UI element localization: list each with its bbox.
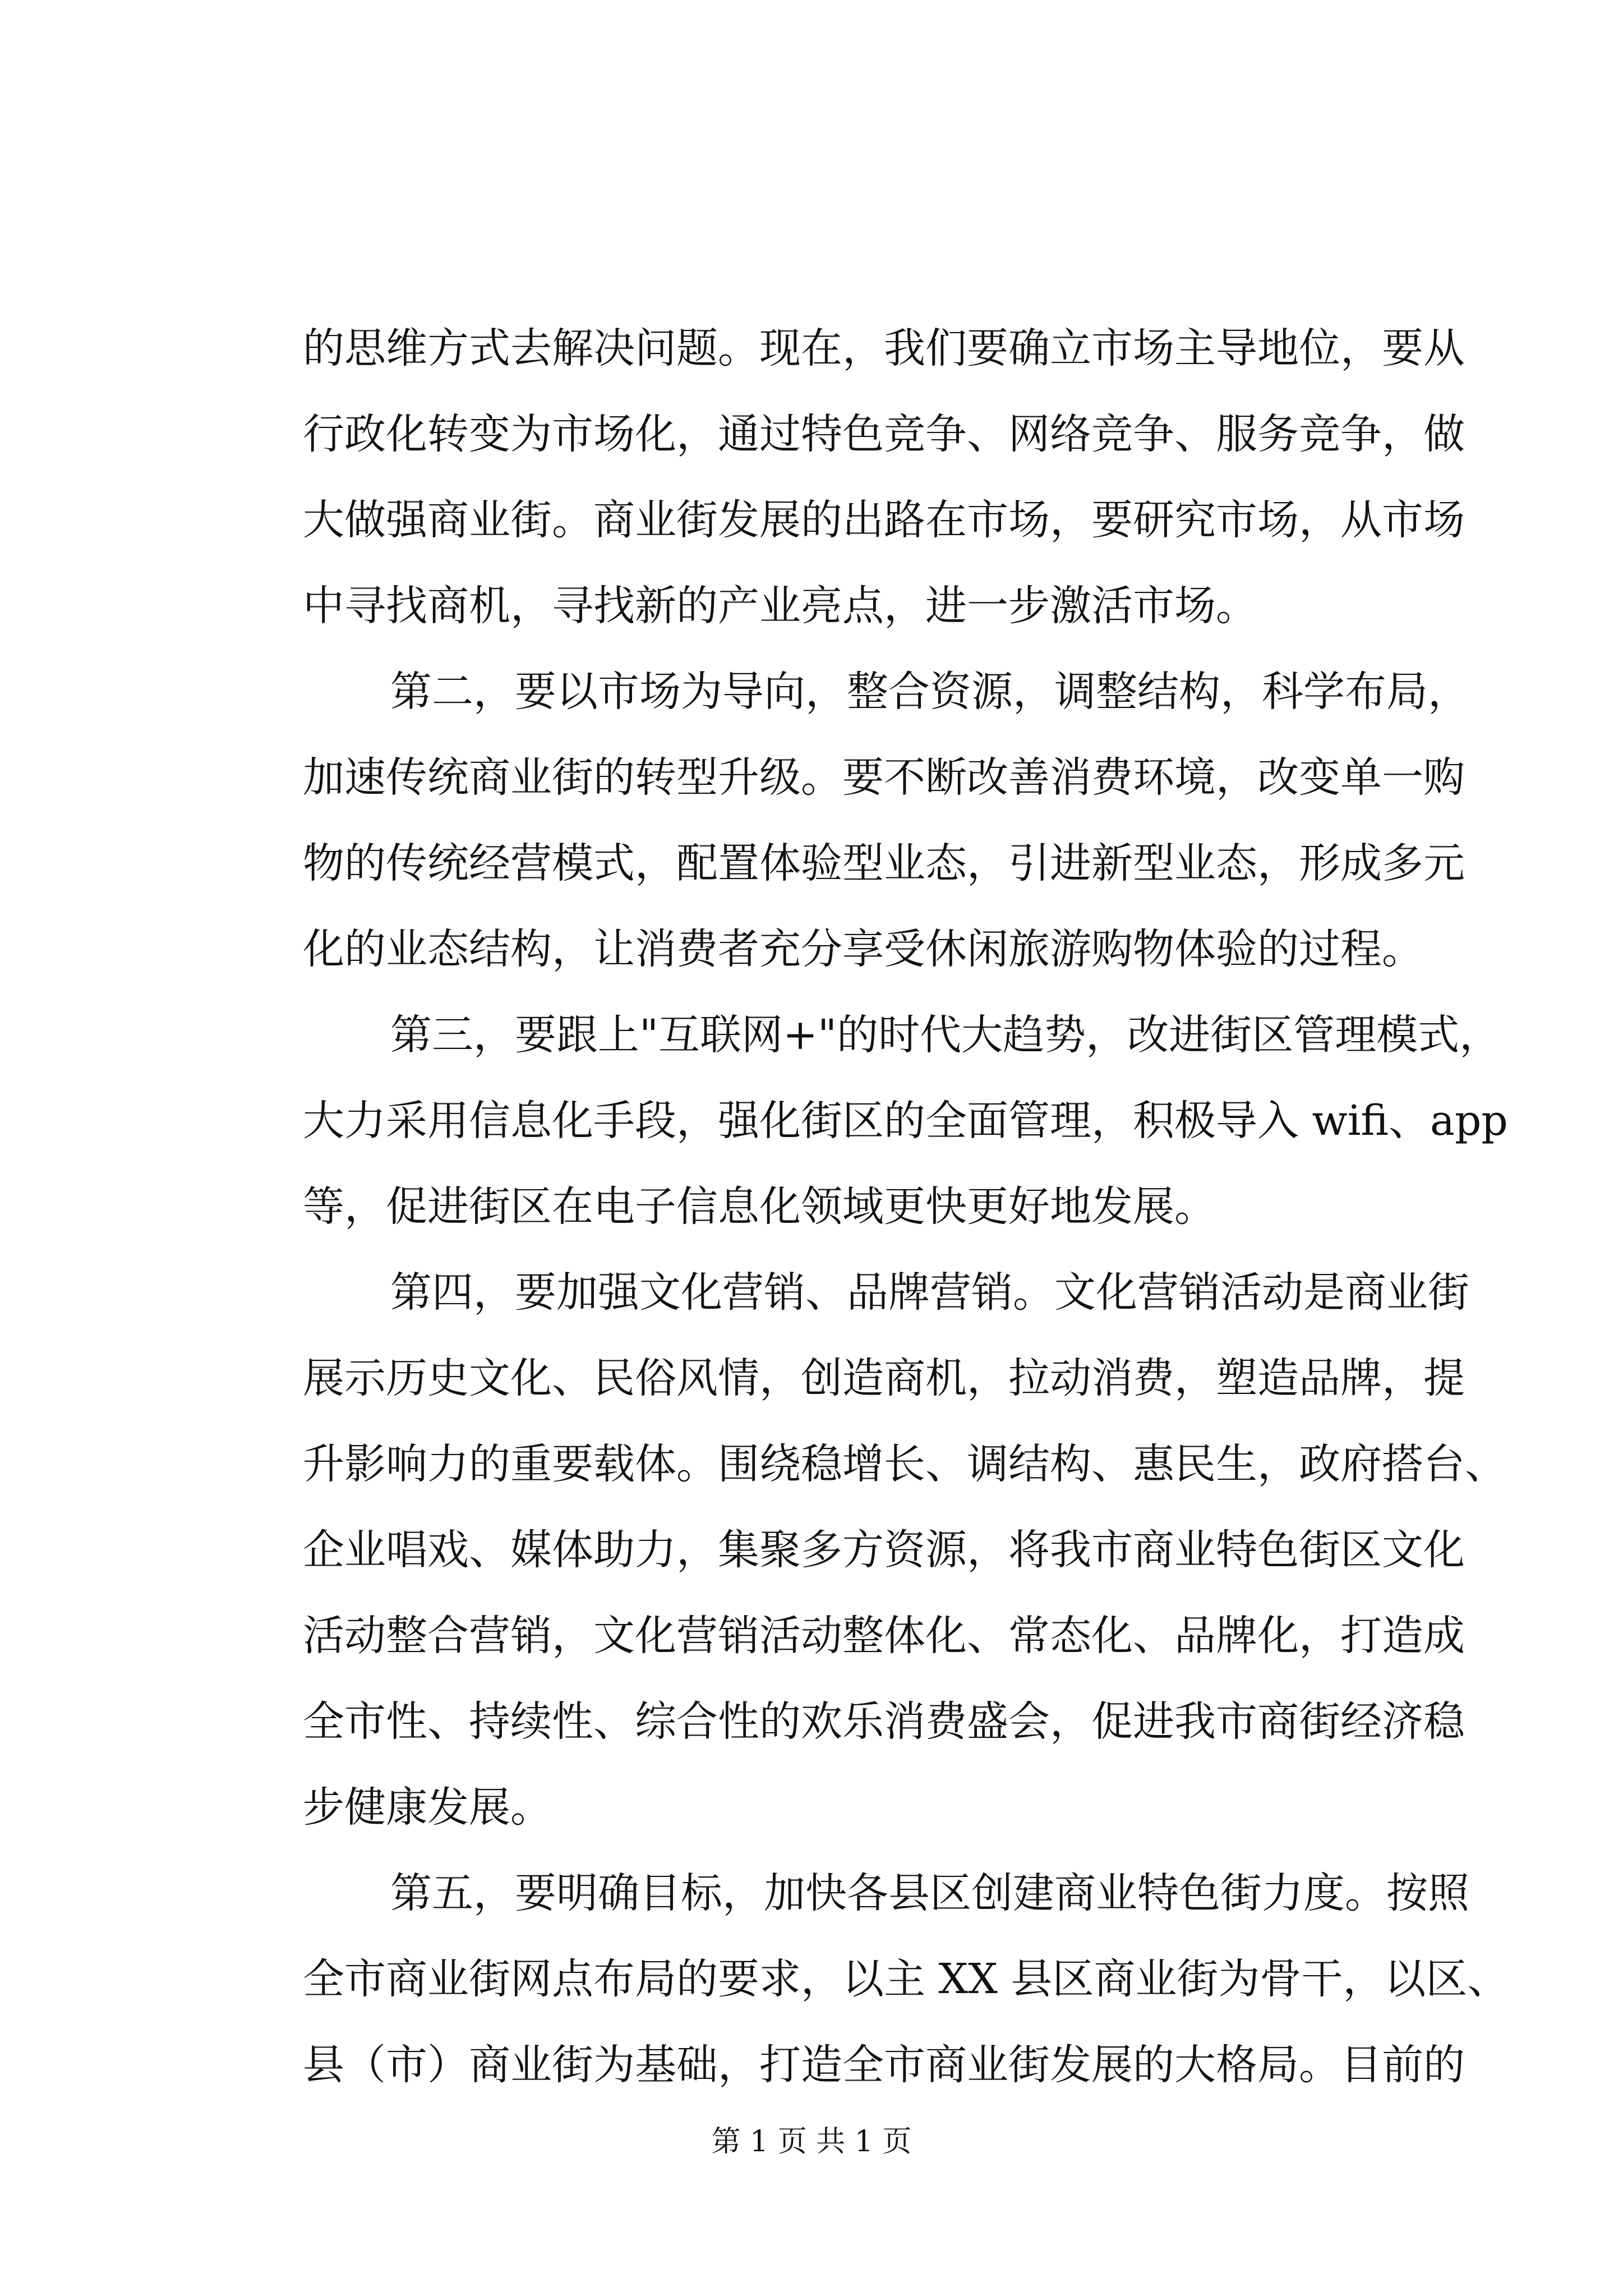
page-footer: 第 1 页 共 1 页 <box>711 2125 912 2159</box>
text-line: 升影响力的重要载体。围绕稳增长、调结构、惠民生，政府搭台、 <box>303 1440 1506 1488</box>
text-line: 中寻找商机，寻找新的产业亮点，进一步激活市场。 <box>303 582 1257 630</box>
paragraph-first-line: 第四，要加强文化营销、品牌营销。文化营销活动是商业街 <box>390 1268 1469 1317</box>
text-line: 的思维方式去解决问题。现在，我们要确立市场主导地位，要从 <box>303 324 1465 372</box>
text-line: 加速传统商业街的转型升级。要不断改善消费环境，改变单一购 <box>303 753 1465 802</box>
text-line: 全市商业街网点布局的要求，以主 XX 县区商业街为骨干，以区、 <box>303 1955 1509 2003</box>
text-line: 大做强商业街。商业街发展的出路在市场，要研究市场，从市场 <box>303 496 1465 544</box>
text-line: 步健康发展。 <box>303 1783 552 1832</box>
text-line: 等，促进街区在电子信息化领域更快更好地发展。 <box>303 1182 1216 1231</box>
document-body <box>303 306 1509 2108</box>
text-line: 物的传统经营模式，配置体验型业态，引进新型业态，形成多元 <box>303 839 1465 887</box>
text-line: 企业唱戏、媒体助力，集聚多方资源，将我市商业特色街区文化 <box>303 1526 1465 1574</box>
paragraph-first-line: 第二，要以市场为导向，整合资源，调整结构，科学布局， <box>390 668 1469 716</box>
text-line: 县（市）商业街为基础，打造全市商业街发展的大格局。目前的 <box>303 2041 1465 2089</box>
text-line: 行政化转变为市场化，通过特色竞争、网络竞争、服务竞争，做 <box>303 410 1465 458</box>
paragraph-first-line: 第三，要跟上"互联网+"的时代大趋势，改进街区管理模式， <box>390 1011 1501 1059</box>
paragraph-first-line: 第五，要明确目标，加快各县区创建商业特色街力度。按照 <box>390 1869 1469 1917</box>
text-line: 化的业态结构，让消费者充分享受休闲旅游购物体验的过程。 <box>303 925 1423 973</box>
text-line: 大力采用信息化手段，强化街区的全面管理，积极导入 wifi、app <box>303 1097 1508 1145</box>
text-line: 活动整合营销，文化营销活动整体化、常态化、品牌化，打造成 <box>303 1612 1465 1660</box>
text-line: 全市性、持续性、综合性的欢乐消费盛会，促进我市商街经济稳 <box>303 1697 1465 1746</box>
text-line: 展示历史文化、民俗风情，创造商机，拉动消费，塑造品牌，提 <box>303 1354 1465 1402</box>
